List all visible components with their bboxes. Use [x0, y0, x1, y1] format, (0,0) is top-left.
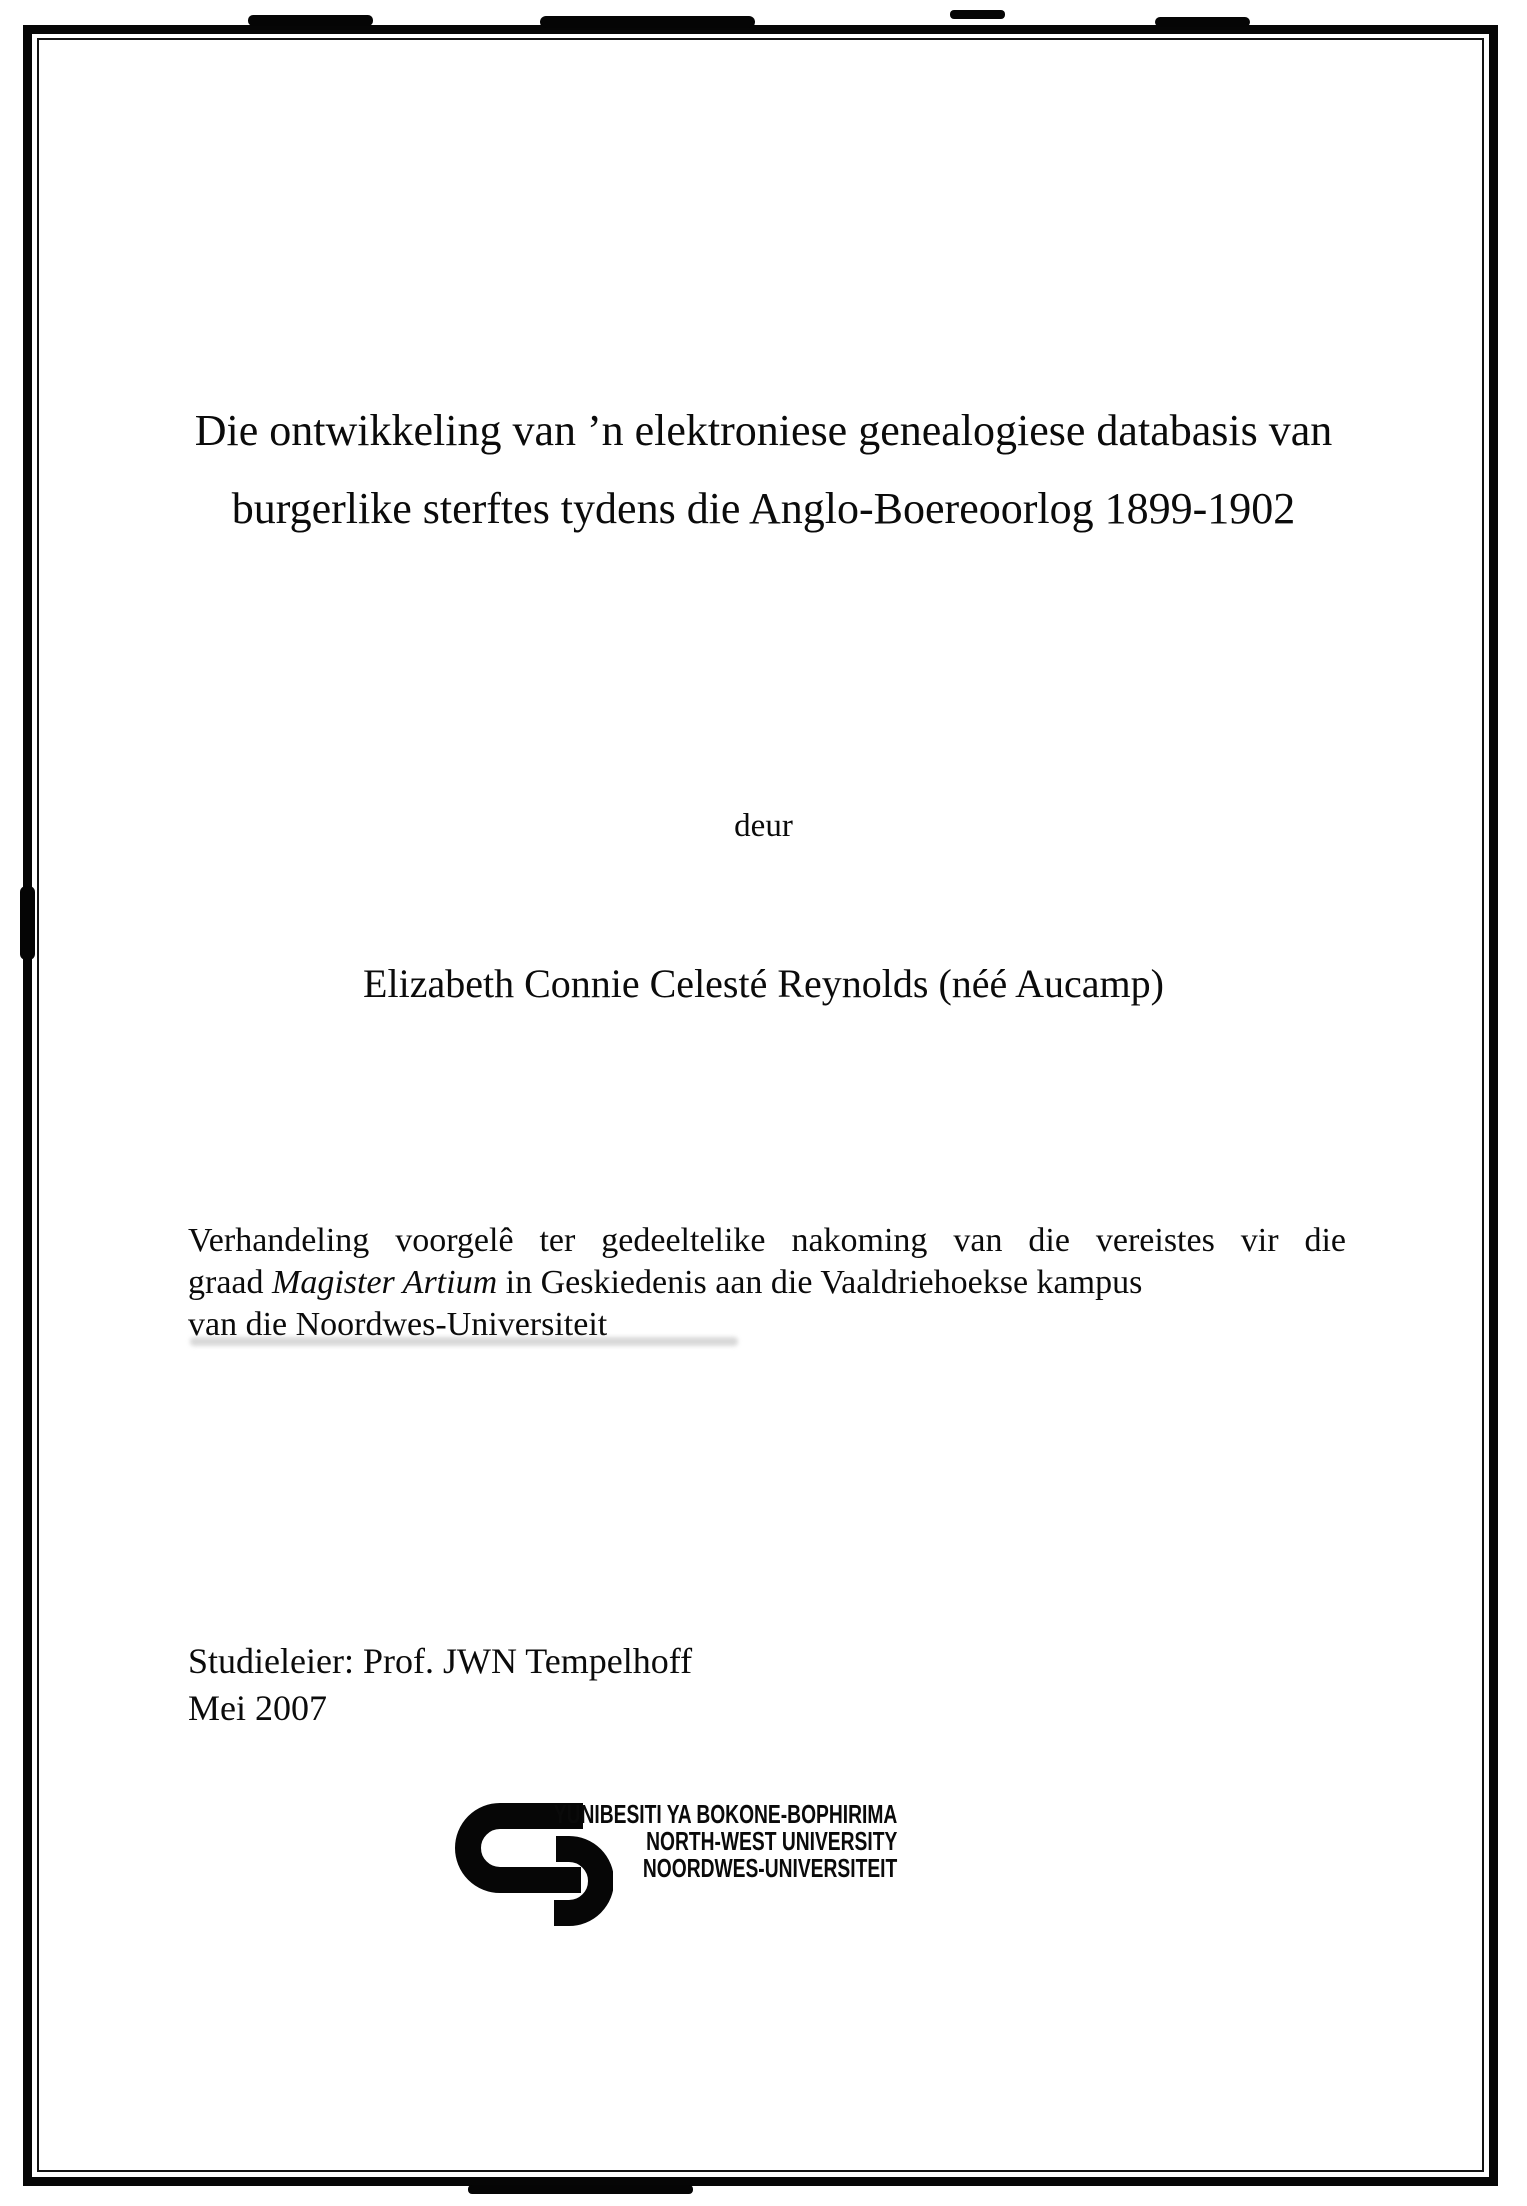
university-name-english: NORTH-WEST UNIVERSITY — [646, 1826, 898, 1856]
scan-artifact — [950, 10, 1005, 19]
degree-statement-line2 — [188, 1262, 1346, 1304]
degree-statement-line3: van die Noordwes-Universiteit — [188, 1306, 608, 1343]
supervisor-line: Studieleier: Prof. JWN Tempelhoff — [188, 1641, 693, 1681]
scan-artifact — [468, 2185, 693, 2194]
scan-artifact — [1155, 17, 1250, 27]
scan-artifact — [540, 16, 755, 28]
byline: deur — [734, 808, 793, 844]
thesis-title-line1: Die ontwikkeling van ’n elektroniese genealogiese databasis van — [194, 406, 1333, 455]
scan-artifact — [20, 886, 35, 960]
university-name-afrikaans: NOORDWES-UNIVERSITEIT — [642, 1853, 898, 1883]
degree-statement-line1: Verhandeling voorgelê ter gedeeltelike nakoming van die vereistes vir die — [188, 1222, 1346, 1259]
degree-name: Magister Artium — [272, 1264, 498, 1301]
thesis-title — [0, 392, 1527, 548]
university-name-setswana: YUNIBESITI YA BOKONE-BOPHIRIMA — [553, 1799, 898, 1829]
scan-ghost-text — [190, 1337, 738, 1346]
date-line: Mei 2007 — [188, 1688, 327, 1728]
university-name-block — [548, 1801, 897, 1882]
degree-statement-line2-post: in Geskiedenis aan die Vaaldriehoekse kampus — [497, 1264, 1143, 1301]
supervisor-block — [188, 1638, 692, 1732]
author-name: Elizabeth Connie Celesté Reynolds (néé Aucamp) — [363, 961, 1164, 1006]
degree-statement — [188, 1220, 1346, 1346]
degree-statement-line2-pre: graad — [188, 1264, 273, 1301]
scan-artifact — [248, 15, 373, 26]
thesis-title-line2: burgerlike sterftes tydens die Anglo-Boereoorlog 1899-1902 — [231, 484, 1296, 533]
